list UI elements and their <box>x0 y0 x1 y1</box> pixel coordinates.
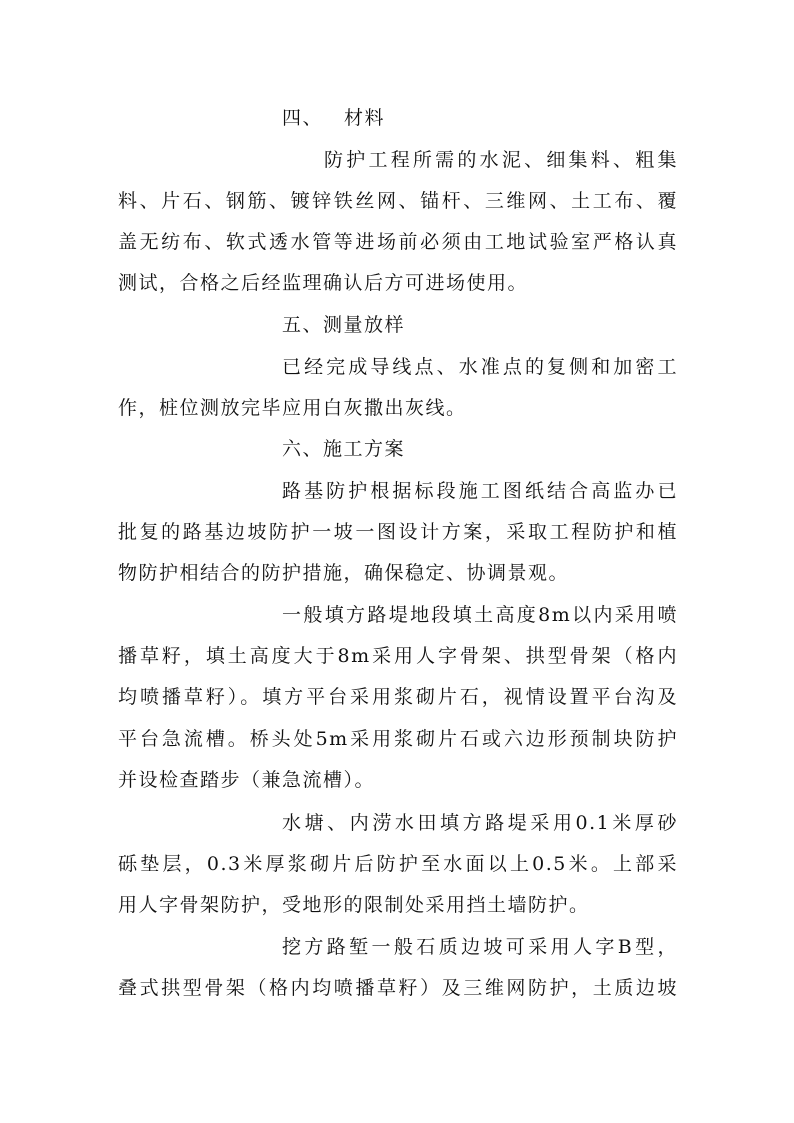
section-6-para-3-line-1: 水塘、内涝水田填方路堤采用0.1米厚砂 <box>282 812 678 834</box>
section-6-para-1-line-2: 批复的路基边坡防护一坡一图设计方案，采取工程防护和植 <box>118 521 678 543</box>
section-6-para-4-line-2: 叠式拱型骨架（格内均喷播草籽）及三维网防护，土质边坡 <box>118 977 678 999</box>
section-6-para-3-line-3: 用人字骨架防护，受地形的限制处采用挡土墙防护。 <box>118 894 590 916</box>
section-4-line-2: 料、片石、钢筋、镀锌铁丝网、锚杆、三维网、土工布、覆 <box>118 190 678 212</box>
section-6-para-2-line-3: 均喷播草籽）。填方平台采用浆砌片石，视情设置平台沟及 <box>118 686 678 708</box>
section-6-para-4-line-1: 挖方路堑一般石质边坡可采用人字B型， <box>282 936 678 958</box>
section-6-para-1-line-3: 物防护相结合的防护措施，确保稳定、协调景观。 <box>118 562 570 584</box>
section-6-para-2-line-2: 播草籽，填土高度大于8m采用人字骨架、拱型骨架（格内 <box>118 645 678 667</box>
section-4-title: 材料 <box>344 107 386 129</box>
section-5-line-1: 已经完成导线点、水准点的复侧和加密工 <box>282 356 678 378</box>
section-6-para-3-line-2: 砾垫层，0.3米厚浆砌片后防护至水面以上0.5米。上部采 <box>118 853 678 875</box>
section-6-para-2-line-5: 并设检查踏步（兼急流槽）。 <box>118 769 376 791</box>
section-4-number: 四、 <box>282 107 324 129</box>
section-6-para-2-line-1: 一般填方路堤地段填土高度8m以内采用喷 <box>282 604 678 626</box>
section-5-line-2: 作，桩位测放完毕应用白灰撒出灰线。 <box>118 397 467 419</box>
section-4-line-4: 测试，合格之后经监理确认后方可进场使用。 <box>118 272 529 294</box>
section-5-heading: 五、测量放样 <box>282 314 406 336</box>
section-6-para-1-line-1: 路基防护根据标段施工图纸结合高监办已 <box>282 480 678 502</box>
section-4-heading <box>282 107 385 129</box>
section-4-line-1: 防护工程所需的水泥、细集料、粗集 <box>324 149 678 171</box>
section-4-line-3: 盖无纺布、软式透水管等进场前必须由工地试验室严格认真 <box>118 231 678 253</box>
section-6-heading: 六、施工方案 <box>282 438 406 460</box>
section-6-para-2-line-4: 平台急流槽。桥头处5m采用浆砌片石或六边形预制块防护 <box>118 728 678 750</box>
